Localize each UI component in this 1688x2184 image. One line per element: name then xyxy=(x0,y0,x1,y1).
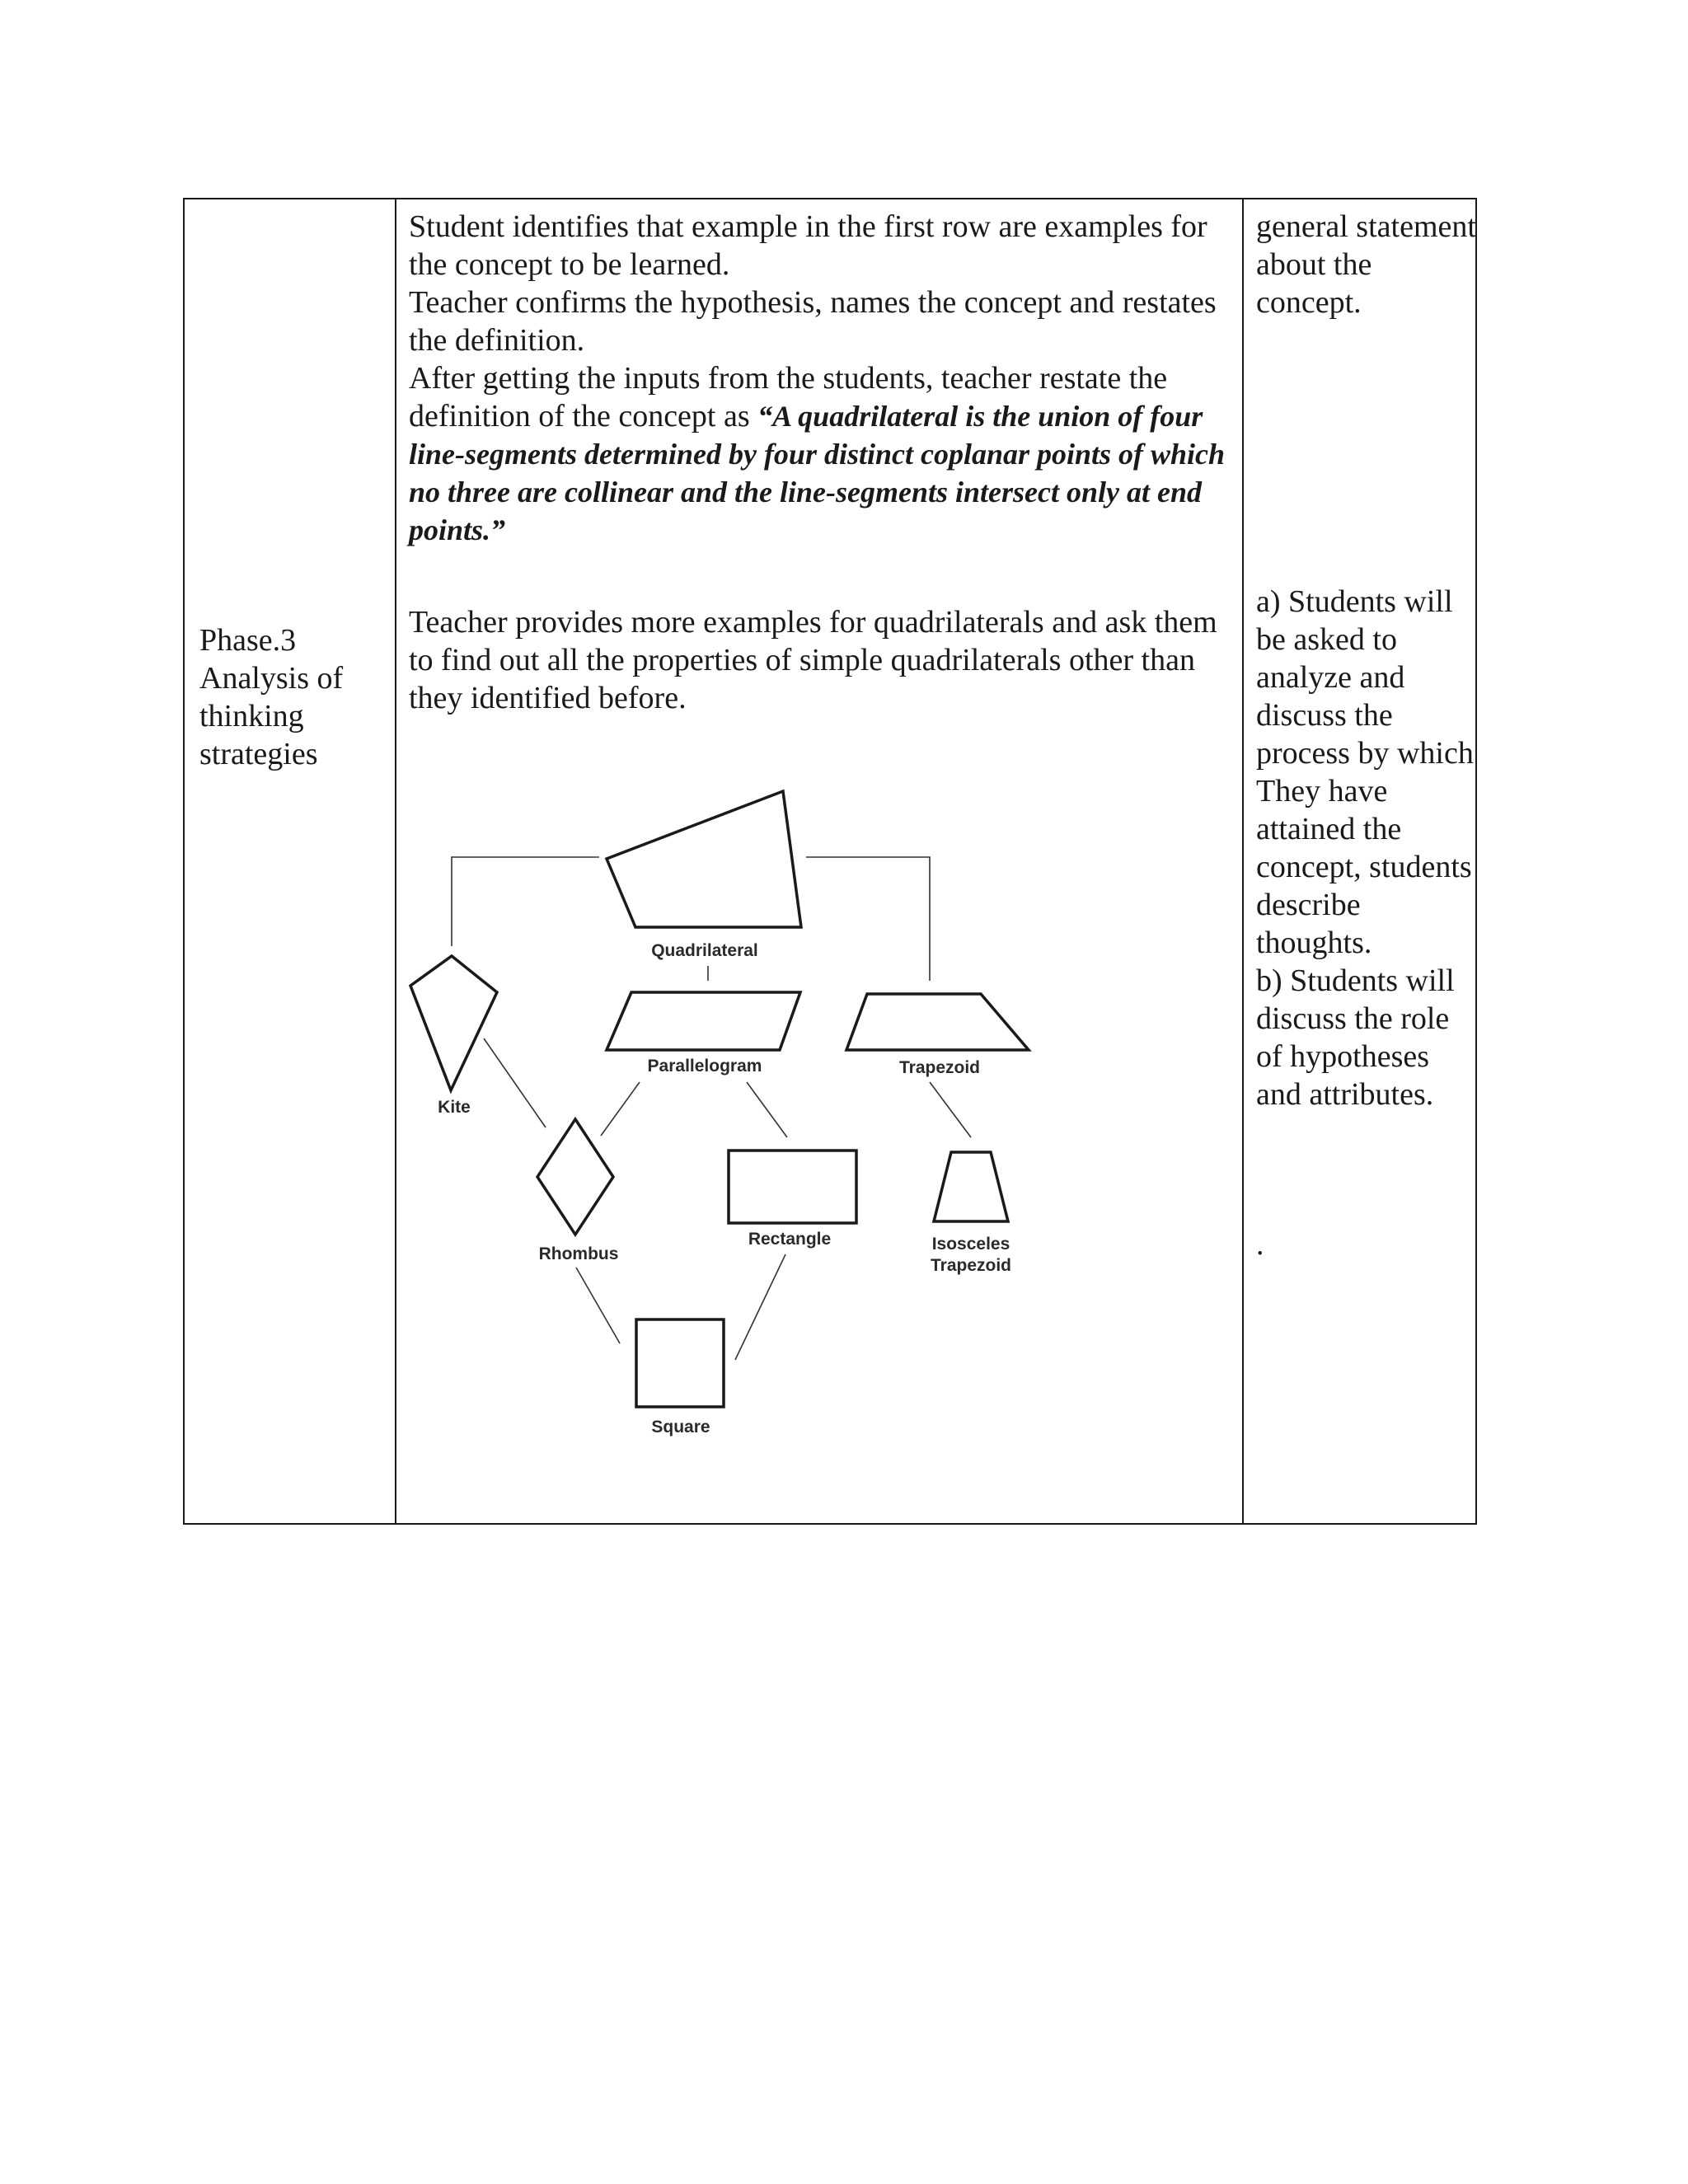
label-isosceles-trapezoid: Trapezoid xyxy=(930,1256,1012,1275)
activity-a: a) Students will be asked to analyze and discuss the process by which They have attained the concept, students describe thoughts. xyxy=(1256,584,1474,960)
right-column-student-activities xyxy=(1256,583,1477,1113)
connector-parallelogram-rhombus xyxy=(601,1082,640,1136)
label-isosceles: Isosceles xyxy=(931,1235,1010,1254)
connector-trapezoid-isosceles xyxy=(930,1082,971,1137)
paragraph-teacher-confirms: Teacher confirms the hypothesis, names the concept and restates the definition. xyxy=(409,285,1217,358)
phase-label xyxy=(199,621,391,773)
rectangle-shape xyxy=(729,1151,856,1223)
column-divider xyxy=(395,199,396,1523)
rhombus-shape xyxy=(537,1119,613,1235)
diagram-svg xyxy=(404,783,1047,1459)
connector-rhombus-square xyxy=(576,1268,620,1343)
right-column-dot: . xyxy=(1256,1227,1264,1262)
phase-label-line: thinking xyxy=(199,699,304,733)
label-parallelogram: Parallelogram xyxy=(647,1057,762,1076)
label-rectangle: Rectangle xyxy=(748,1230,832,1249)
parallelogram-shape xyxy=(607,992,800,1050)
paragraph-definition xyxy=(409,359,1233,549)
paragraph-student-identifies: Student identifies that example in the first row are examples for the concept to be learned. xyxy=(409,209,1207,282)
activity-b: b) Students will discuss the role of hypotheses and attributes. xyxy=(1256,963,1455,1112)
isosceles-trapezoid-shape xyxy=(934,1152,1008,1221)
column-divider xyxy=(1242,199,1244,1523)
label-quadrilateral: Quadrilateral xyxy=(651,941,758,960)
right-column-general-statement: general statement about the concept. xyxy=(1256,209,1476,320)
label-kite: Kite xyxy=(438,1098,471,1117)
quadrilateral-hierarchy-diagram xyxy=(404,783,1047,1459)
connector-rectangle-square xyxy=(735,1254,785,1360)
phase-label-line: strategies xyxy=(199,737,318,771)
label-rhombus: Rhombus xyxy=(538,1244,619,1263)
quadrilateral-definition: “A quadrilateral is the union of four line-segments determined by four distinct coplanar points of which no three are collinear and the line-segments intersect only at end points.” xyxy=(409,400,1226,546)
connector-quadrilateral-kite xyxy=(452,857,599,946)
square-shape xyxy=(636,1319,724,1407)
connector-kite-rhombus xyxy=(484,1038,546,1127)
definition-lead: After getting the inputs from the students, teacher restate the definition of the concept as xyxy=(409,361,1168,434)
connector-parallelogram-rectangle xyxy=(747,1082,787,1137)
main-column-text xyxy=(409,208,1233,549)
connector-quadrilateral-trapezoid xyxy=(806,857,930,981)
label-trapezoid: Trapezoid xyxy=(898,1058,981,1077)
kite-shape xyxy=(410,956,497,1090)
paragraph-more-examples: Teacher provides more examples for quadrilaterals and ask them to find out all the properties of simple quadrilaterals other than they identified before. xyxy=(409,605,1217,715)
trapezoid-shape xyxy=(846,994,1029,1050)
phase-label-line: Analysis of xyxy=(199,661,344,696)
phase-label-line: Phase.3 xyxy=(199,623,297,658)
label-square: Square xyxy=(651,1418,710,1436)
quadrilateral-shape xyxy=(607,791,801,927)
